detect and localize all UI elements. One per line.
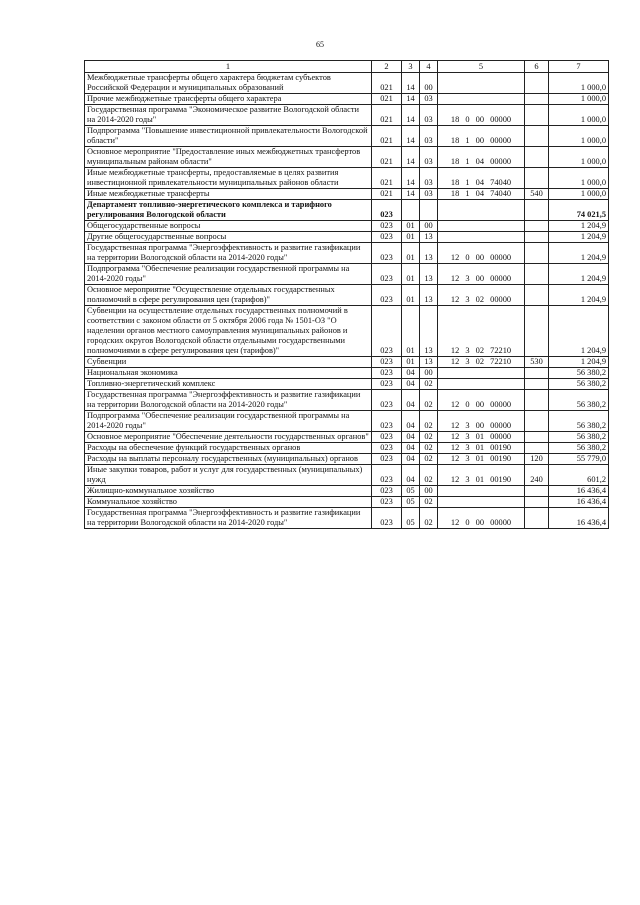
- row-code-cell: 021: [372, 189, 402, 200]
- row-sum-cell: 16 436,4: [549, 508, 609, 529]
- table-row: [85, 232, 609, 243]
- column-header: 1: [85, 61, 372, 73]
- table-row: [85, 454, 609, 465]
- row-name-cell: Государственная программа "Энергоэффективность и развитие газификации на территории Вологодской области на 2014-2020 годы": [85, 508, 372, 529]
- row-target-cell: 12 0 00 00000: [438, 243, 525, 264]
- row-target-cell: 18 1 04 74040: [438, 189, 525, 200]
- table-row: [85, 508, 609, 529]
- table-row: [85, 411, 609, 432]
- row-name-cell: Расходы на выплаты персоналу государственных (муниципальных) органов: [85, 454, 372, 465]
- row-target-cell: 12 3 01 00000: [438, 432, 525, 443]
- row-name-cell: Иные межбюджетные трансферты, предоставляемые в целях развития инвестиционной привлекательности муниципальных районов области: [85, 168, 372, 189]
- row-code-cell: 023: [372, 486, 402, 497]
- row-target-cell: 18 1 04 74040: [438, 168, 525, 189]
- table-row: [85, 306, 609, 357]
- table-row: [85, 147, 609, 168]
- row-subsection-cell: 03: [420, 147, 438, 168]
- row-expense-type-cell: [525, 200, 549, 221]
- row-section-cell: 04: [402, 390, 420, 411]
- row-sum-cell: 16 436,4: [549, 497, 609, 508]
- row-expense-type-cell: [525, 73, 549, 94]
- table-row: [85, 368, 609, 379]
- row-code-cell: 023: [372, 368, 402, 379]
- row-code-cell: 021: [372, 105, 402, 126]
- row-target-cell: 18 1 00 00000: [438, 126, 525, 147]
- row-code-cell: 023: [372, 221, 402, 232]
- row-name-cell: Основное мероприятие "Осуществление отдельных государственных полномочий в сфере регулирования цен (тарифов)": [85, 285, 372, 306]
- row-section-cell: 01: [402, 243, 420, 264]
- row-name-cell: Департамент топливно-энергетического комплекса и тарифного регулирования Вологодской области: [85, 200, 372, 221]
- table-row: [85, 285, 609, 306]
- table-row: [85, 432, 609, 443]
- row-section-cell: 04: [402, 368, 420, 379]
- row-sum-cell: 1 000,0: [549, 105, 609, 126]
- row-section-cell: 01: [402, 357, 420, 368]
- row-section-cell: [402, 200, 420, 221]
- table-row: [85, 497, 609, 508]
- table-row: [85, 443, 609, 454]
- row-section-cell: 05: [402, 508, 420, 529]
- table-row: [85, 73, 609, 94]
- row-sum-cell: 56 380,2: [549, 390, 609, 411]
- row-subsection-cell: 03: [420, 105, 438, 126]
- row-name-cell: Государственная программа "Энергоэффективность и развитие газификации на территории Вологодской области на 2014-2020 годы": [85, 243, 372, 264]
- row-name-cell: Иные межбюджетные трансферты: [85, 189, 372, 200]
- row-name-cell: Подпрограмма "Обеспечение реализации государственной программы на 2014-2020 годы": [85, 264, 372, 285]
- table-row: [85, 126, 609, 147]
- row-name-cell: Государственная программа "Экономическое развитие Вологодской области на 2014-2020 годы": [85, 105, 372, 126]
- row-target-cell: 12 3 02 00000: [438, 285, 525, 306]
- row-target-cell: [438, 200, 525, 221]
- row-code-cell: 023: [372, 497, 402, 508]
- row-name-cell: Жилищно-коммунальное хозяйство: [85, 486, 372, 497]
- row-sum-cell: 1 000,0: [549, 94, 609, 105]
- row-target-cell: 18 1 04 00000: [438, 147, 525, 168]
- column-header: 5: [438, 61, 525, 73]
- table-row: [85, 390, 609, 411]
- row-subsection-cell: 02: [420, 411, 438, 432]
- row-expense-type-cell: [525, 168, 549, 189]
- row-name-cell: Подпрограмма "Обеспечение реализации государственной программы на 2014-2020 годы": [85, 411, 372, 432]
- row-name-cell: Основное мероприятие "Предоставление иных межбюджетных трансфертов муниципальным районам области": [85, 147, 372, 168]
- table-row: [85, 264, 609, 285]
- row-expense-type-cell: [525, 243, 549, 264]
- row-subsection-cell: 02: [420, 497, 438, 508]
- table-row: [85, 486, 609, 497]
- row-expense-type-cell: [525, 285, 549, 306]
- row-code-cell: 023: [372, 443, 402, 454]
- row-expense-type-cell: 240: [525, 465, 549, 486]
- row-subsection-cell: 02: [420, 390, 438, 411]
- row-sum-cell: 56 380,2: [549, 443, 609, 454]
- table-row: [85, 379, 609, 390]
- row-target-cell: [438, 379, 525, 390]
- row-subsection-cell: 00: [420, 368, 438, 379]
- row-sum-cell: 1 204,9: [549, 232, 609, 243]
- row-name-cell: Межбюджетные трансферты общего характера бюджетам субъектов Российской Федерации и муниципальных образований: [85, 73, 372, 94]
- column-header: 3: [402, 61, 420, 73]
- row-expense-type-cell: 530: [525, 357, 549, 368]
- row-code-cell: 023: [372, 465, 402, 486]
- row-section-cell: 04: [402, 379, 420, 390]
- row-sum-cell: 74 021,5: [549, 200, 609, 221]
- row-sum-cell: 56 380,2: [549, 379, 609, 390]
- row-section-cell: 04: [402, 411, 420, 432]
- row-code-cell: 023: [372, 243, 402, 264]
- row-code-cell: 021: [372, 73, 402, 94]
- row-sum-cell: 56 380,2: [549, 411, 609, 432]
- row-expense-type-cell: [525, 390, 549, 411]
- row-target-cell: 12 0 00 00000: [438, 508, 525, 529]
- row-section-cell: 01: [402, 221, 420, 232]
- row-target-cell: [438, 368, 525, 379]
- row-code-cell: 021: [372, 126, 402, 147]
- row-section-cell: 04: [402, 454, 420, 465]
- row-code-cell: 023: [372, 200, 402, 221]
- table-row: [85, 168, 609, 189]
- row-sum-cell: 1 204,9: [549, 221, 609, 232]
- row-expense-type-cell: [525, 432, 549, 443]
- column-header: 4: [420, 61, 438, 73]
- column-header: 6: [525, 61, 549, 73]
- row-expense-type-cell: [525, 486, 549, 497]
- row-name-cell: Прочие межбюджетные трансферты общего характера: [85, 94, 372, 105]
- table-row: [85, 105, 609, 126]
- row-expense-type-cell: [525, 264, 549, 285]
- column-header: 7: [549, 61, 609, 73]
- row-expense-type-cell: [525, 379, 549, 390]
- row-subsection-cell: 13: [420, 306, 438, 357]
- row-expense-type-cell: [525, 147, 549, 168]
- row-sum-cell: 1 000,0: [549, 73, 609, 94]
- row-code-cell: 023: [372, 390, 402, 411]
- row-code-cell: 023: [372, 508, 402, 529]
- row-target-cell: [438, 73, 525, 94]
- row-target-cell: 18 0 00 00000: [438, 105, 525, 126]
- row-expense-type-cell: [525, 126, 549, 147]
- row-code-cell: 023: [372, 264, 402, 285]
- column-header: 2: [372, 61, 402, 73]
- row-code-cell: 023: [372, 454, 402, 465]
- row-expense-type-cell: [525, 368, 549, 379]
- row-expense-type-cell: 540: [525, 189, 549, 200]
- row-code-cell: 021: [372, 94, 402, 105]
- row-name-cell: Коммунальное хозяйство: [85, 497, 372, 508]
- row-section-cell: 04: [402, 432, 420, 443]
- row-subsection-cell: 02: [420, 432, 438, 443]
- row-name-cell: Иные закупки товаров, работ и услуг для государственных (муниципальных) нужд: [85, 465, 372, 486]
- row-sum-cell: 56 380,2: [549, 368, 609, 379]
- row-expense-type-cell: [525, 443, 549, 454]
- row-target-cell: 12 0 00 00000: [438, 390, 525, 411]
- row-subsection-cell: 03: [420, 189, 438, 200]
- row-name-cell: Общегосударственные вопросы: [85, 221, 372, 232]
- row-expense-type-cell: [525, 232, 549, 243]
- row-section-cell: 14: [402, 126, 420, 147]
- row-target-cell: 12 3 01 00190: [438, 443, 525, 454]
- row-sum-cell: 1 204,9: [549, 306, 609, 357]
- row-name-cell: Субвенции на осуществление отдельных государственных полномочий в соответствии с законом области от 5 октября 2006 года № 1501-ОЗ "О наделении органов местного самоуправления муниципальных районов и городских округов Вологодской области отдельными государственными полномочиями в сфере регулирования цен (тарифов)": [85, 306, 372, 357]
- row-code-cell: 023: [372, 285, 402, 306]
- table-row: [85, 465, 609, 486]
- row-section-cell: 14: [402, 189, 420, 200]
- row-subsection-cell: 00: [420, 486, 438, 497]
- row-subsection-cell: 13: [420, 243, 438, 264]
- row-section-cell: 14: [402, 94, 420, 105]
- row-target-cell: [438, 486, 525, 497]
- row-subsection-cell: 02: [420, 465, 438, 486]
- row-sum-cell: 1 204,9: [549, 264, 609, 285]
- row-subsection-cell: 13: [420, 232, 438, 243]
- row-section-cell: 01: [402, 232, 420, 243]
- row-subsection-cell: 02: [420, 508, 438, 529]
- row-sum-cell: 1 204,9: [549, 357, 609, 368]
- row-target-cell: 12 3 02 72210: [438, 357, 525, 368]
- row-subsection-cell: 02: [420, 379, 438, 390]
- row-subsection-cell: 03: [420, 94, 438, 105]
- row-sum-cell: 1 204,9: [549, 285, 609, 306]
- row-subsection-cell: 00: [420, 73, 438, 94]
- row-target-cell: 12 3 00 00000: [438, 411, 525, 432]
- row-code-cell: 023: [372, 432, 402, 443]
- row-sum-cell: 601,2: [549, 465, 609, 486]
- row-section-cell: 01: [402, 306, 420, 357]
- row-sum-cell: 56 380,2: [549, 432, 609, 443]
- row-subsection-cell: [420, 200, 438, 221]
- row-expense-type-cell: [525, 508, 549, 529]
- row-name-cell: Государственная программа "Энергоэффективность и развитие газификации на территории Вологодской области на 2014-2020 годы": [85, 390, 372, 411]
- table-row: [85, 189, 609, 200]
- row-sum-cell: 1 000,0: [549, 189, 609, 200]
- row-code-cell: 023: [372, 379, 402, 390]
- row-subsection-cell: 03: [420, 168, 438, 189]
- row-section-cell: 14: [402, 147, 420, 168]
- row-expense-type-cell: [525, 497, 549, 508]
- row-section-cell: 05: [402, 486, 420, 497]
- table-row: [85, 221, 609, 232]
- page-number: 65: [316, 40, 324, 49]
- row-target-cell: 12 3 01 00190: [438, 465, 525, 486]
- table-row: [85, 243, 609, 264]
- row-expense-type-cell: [525, 221, 549, 232]
- row-name-cell: Топливно-энергетический комплекс: [85, 379, 372, 390]
- row-subsection-cell: 00: [420, 221, 438, 232]
- row-target-cell: [438, 94, 525, 105]
- row-subsection-cell: 13: [420, 264, 438, 285]
- row-sum-cell: 1 000,0: [549, 126, 609, 147]
- row-section-cell: 14: [402, 168, 420, 189]
- row-section-cell: 04: [402, 465, 420, 486]
- row-section-cell: 01: [402, 285, 420, 306]
- row-target-cell: 12 3 01 00190: [438, 454, 525, 465]
- row-name-cell: Расходы на обеспечение функций государственных органов: [85, 443, 372, 454]
- row-sum-cell: 1 204,9: [549, 243, 609, 264]
- row-expense-type-cell: 120: [525, 454, 549, 465]
- table-row: [85, 200, 609, 221]
- row-subsection-cell: 02: [420, 454, 438, 465]
- row-name-cell: Национальная экономика: [85, 368, 372, 379]
- row-sum-cell: 16 436,4: [549, 486, 609, 497]
- row-sum-cell: 55 779,0: [549, 454, 609, 465]
- row-section-cell: 01: [402, 264, 420, 285]
- row-section-cell: 05: [402, 497, 420, 508]
- row-section-cell: 14: [402, 73, 420, 94]
- row-section-cell: 04: [402, 443, 420, 454]
- row-code-cell: 021: [372, 168, 402, 189]
- row-code-cell: 023: [372, 411, 402, 432]
- row-code-cell: 023: [372, 357, 402, 368]
- row-subsection-cell: 02: [420, 443, 438, 454]
- row-sum-cell: 1 000,0: [549, 168, 609, 189]
- budget-table: [84, 60, 609, 529]
- row-subsection-cell: 13: [420, 357, 438, 368]
- row-section-cell: 14: [402, 105, 420, 126]
- table-row: [85, 357, 609, 368]
- row-expense-type-cell: [525, 105, 549, 126]
- row-code-cell: 021: [372, 147, 402, 168]
- row-expense-type-cell: [525, 94, 549, 105]
- row-name-cell: Подпрограмма "Повышение инвестиционной привлекательности Вологодской области": [85, 126, 372, 147]
- row-target-cell: [438, 221, 525, 232]
- row-target-cell: [438, 497, 525, 508]
- row-code-cell: 023: [372, 306, 402, 357]
- row-target-cell: 12 3 00 00000: [438, 264, 525, 285]
- row-name-cell: Другие общегосударственные вопросы: [85, 232, 372, 243]
- row-target-cell: [438, 232, 525, 243]
- row-subsection-cell: 13: [420, 285, 438, 306]
- row-name-cell: Основное мероприятие "Обеспечение деятельности государственных органов": [85, 432, 372, 443]
- table-header-row: [85, 61, 609, 73]
- row-target-cell: 12 3 02 72210: [438, 306, 525, 357]
- row-expense-type-cell: [525, 306, 549, 357]
- row-name-cell: Субвенции: [85, 357, 372, 368]
- row-expense-type-cell: [525, 411, 549, 432]
- table-row: [85, 94, 609, 105]
- row-sum-cell: 1 000,0: [549, 147, 609, 168]
- row-subsection-cell: 03: [420, 126, 438, 147]
- row-code-cell: 023: [372, 232, 402, 243]
